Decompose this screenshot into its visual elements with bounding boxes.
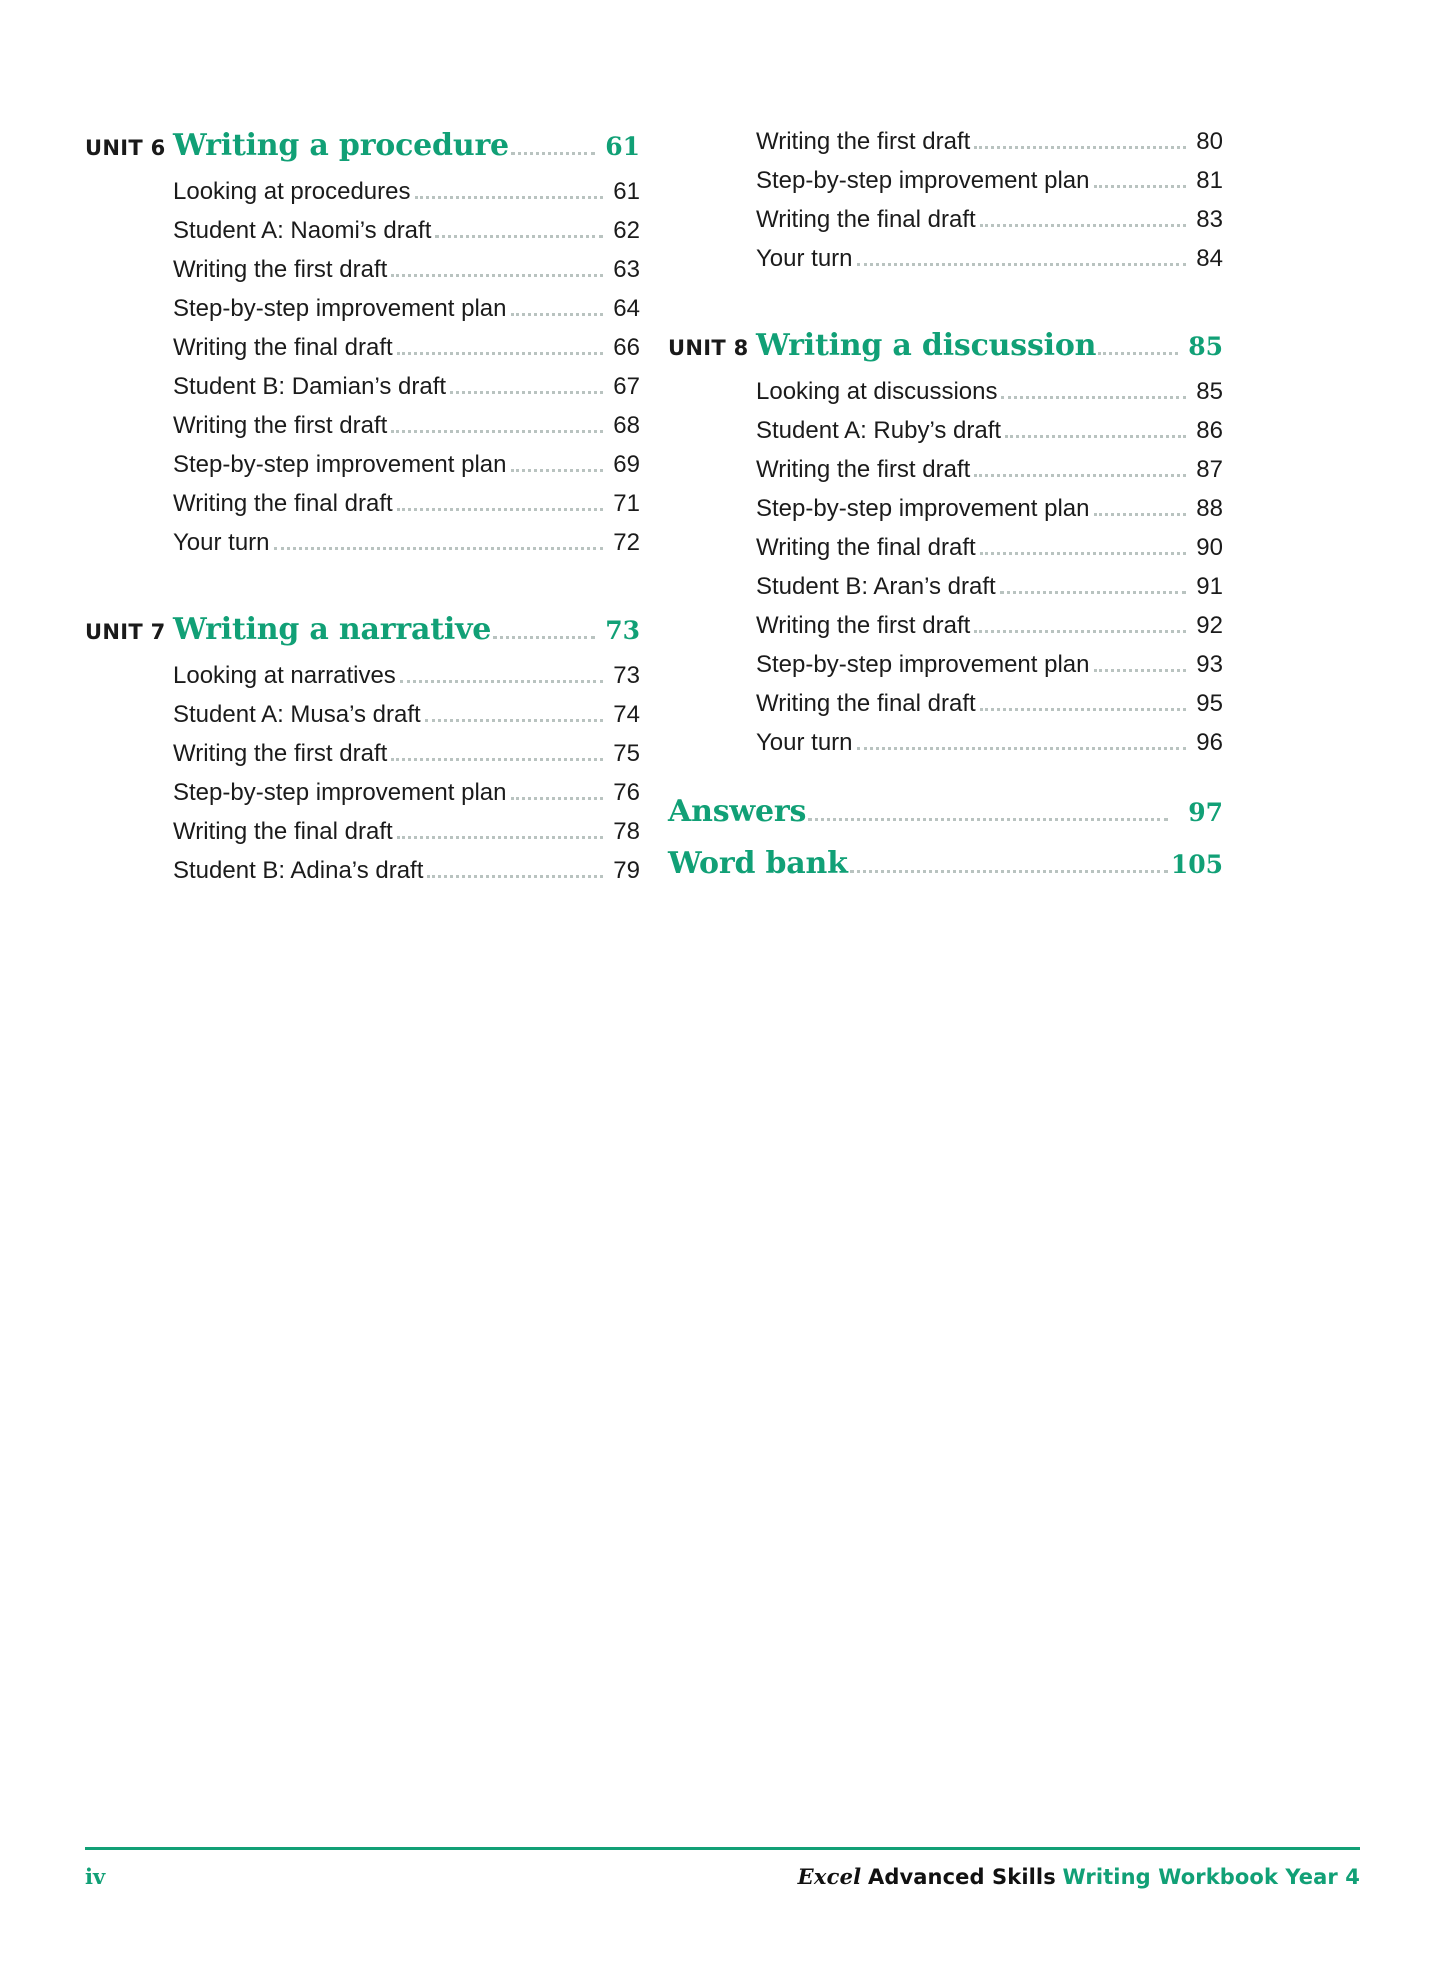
toc-entry-label: Step-by-step improvement plan — [756, 167, 1090, 194]
toc-entry-page: 90 — [1196, 534, 1223, 561]
toc-entry-page: 86 — [1196, 417, 1223, 444]
unit-tag: UNIT 7 — [85, 620, 166, 644]
toc-entry[interactable] — [85, 256, 640, 295]
back-matter-row-answers[interactable] — [668, 794, 1223, 846]
folio-number: iv — [85, 1864, 106, 1889]
toc-entry[interactable] — [668, 206, 1223, 245]
leader-dots — [1094, 512, 1187, 516]
unit-spacer — [85, 568, 640, 612]
toc-entry-label: Student A: Naomi’s draft — [173, 217, 432, 244]
toc-entry-page: 87 — [1196, 456, 1223, 483]
toc-entry[interactable] — [668, 245, 1223, 284]
toc-entry[interactable] — [85, 295, 640, 334]
leader-dots — [808, 817, 1168, 821]
unit-tag: UNIT 8 — [668, 336, 749, 360]
toc-entry-label: Looking at narratives — [173, 662, 396, 689]
brand-series-title: Writing Workbook Year 4 — [1062, 1865, 1360, 1889]
toc-entry-page: 76 — [613, 779, 640, 806]
toc-entry-page: 79 — [613, 857, 640, 884]
toc-entry-page: 92 — [1196, 612, 1223, 639]
unit-page-number: 61 — [605, 132, 640, 161]
back-matter-title: Word bank — [668, 846, 848, 881]
leader-dots — [1001, 395, 1186, 399]
toc-entry-page: 72 — [613, 529, 640, 556]
toc-entry-page: 66 — [613, 334, 640, 361]
leader-dots — [980, 551, 1186, 555]
leader-dots — [427, 874, 603, 878]
toc-entry-label: Writing the first draft — [756, 612, 971, 639]
toc-entry[interactable] — [668, 534, 1223, 573]
leader-dots — [974, 629, 1186, 633]
toc-entry[interactable] — [668, 378, 1223, 417]
toc-entry[interactable] — [85, 662, 640, 701]
leader-dots — [400, 679, 603, 683]
unit-page-number: 85 — [1188, 332, 1223, 361]
toc-entry-page: 62 — [613, 217, 640, 244]
toc-entry[interactable] — [85, 701, 640, 740]
toc-entry-label: Writing the first draft — [173, 412, 388, 439]
toc-column-right — [668, 128, 1223, 898]
toc-entry-page: 93 — [1196, 651, 1223, 678]
leader-dots — [511, 796, 604, 800]
toc-entry-label: Writing the first draft — [756, 128, 971, 155]
toc-entry-label: Your turn — [756, 245, 853, 272]
footer-brand — [798, 1864, 1360, 1889]
toc-entry-label: Writing the first draft — [756, 456, 971, 483]
leader-dots — [857, 746, 1186, 750]
toc-entry-label: Writing the final draft — [756, 534, 976, 561]
leader-dots — [397, 351, 603, 355]
leader-dots — [850, 869, 1168, 873]
unit-title: Writing a narrative — [173, 612, 492, 647]
leader-dots — [980, 707, 1186, 711]
leader-dots — [980, 223, 1186, 227]
leader-dots — [274, 546, 603, 550]
leader-dots — [1094, 668, 1187, 672]
leader-dots — [397, 835, 603, 839]
toc-entry-page: 67 — [613, 373, 640, 400]
toc-entry-page: 69 — [613, 451, 640, 478]
unit-title: Writing a procedure — [173, 128, 509, 163]
leader-dots — [493, 635, 595, 639]
toc-entry[interactable] — [668, 690, 1223, 729]
back-matter-page: 105 — [1170, 850, 1223, 879]
toc-column-left — [85, 128, 640, 898]
toc-entry-label: Step-by-step improvement plan — [756, 651, 1090, 678]
back-matter-title: Answers — [668, 794, 807, 829]
unit-heading-row[interactable] — [668, 328, 1223, 374]
back-matter-spacer — [668, 768, 1223, 794]
toc-entry-label: Writing the first draft — [173, 740, 388, 767]
toc-entry[interactable] — [668, 495, 1223, 534]
leader-dots — [857, 262, 1186, 266]
table-of-contents — [0, 128, 1445, 898]
leader-dots — [397, 507, 603, 511]
toc-entry-label: Looking at procedures — [173, 178, 411, 205]
toc-entry[interactable] — [85, 373, 640, 412]
leader-dots — [974, 473, 1186, 477]
toc-entry-label: Your turn — [756, 729, 853, 756]
toc-entry-page: 64 — [613, 295, 640, 322]
toc-entry-page: 91 — [1196, 573, 1223, 600]
leader-dots — [450, 390, 603, 394]
toc-entry[interactable] — [85, 740, 640, 779]
toc-entry-page: 61 — [613, 178, 640, 205]
leader-dots — [391, 757, 603, 761]
toc-entry-page: 85 — [1196, 378, 1223, 405]
toc-entry-page: 73 — [613, 662, 640, 689]
toc-entry[interactable] — [85, 451, 640, 490]
unit-heading-main — [173, 612, 640, 647]
toc-entry[interactable] — [668, 651, 1223, 690]
toc-entry-page: 81 — [1196, 167, 1223, 194]
toc-entry[interactable] — [85, 779, 640, 818]
toc-entry-label: Student B: Adina’s draft — [173, 857, 424, 884]
unit-heading-main — [756, 328, 1223, 363]
toc-entry[interactable] — [85, 412, 640, 451]
unit-heading-row[interactable] — [85, 128, 640, 174]
toc-entry-page: 80 — [1196, 128, 1223, 155]
leader-dots — [1005, 434, 1186, 438]
toc-entry[interactable] — [668, 729, 1223, 768]
leader-dots — [1000, 590, 1186, 594]
toc-entry-page: 63 — [613, 256, 640, 283]
unit-page-number: 73 — [605, 616, 640, 645]
toc-entry-page: 68 — [613, 412, 640, 439]
leader-dots — [511, 468, 604, 472]
toc-entry-label: Step-by-step improvement plan — [173, 779, 507, 806]
leader-dots — [435, 234, 603, 238]
brand-advanced-skills: Advanced Skills — [868, 1865, 1056, 1889]
toc-entry[interactable] — [85, 217, 640, 256]
toc-entry-label: Step-by-step improvement plan — [756, 495, 1090, 522]
toc-entry[interactable] — [668, 612, 1223, 651]
toc-entry-page: 74 — [613, 701, 640, 728]
leader-dots — [391, 273, 603, 277]
toc-entry[interactable] — [668, 573, 1223, 612]
toc-entry-page: 71 — [613, 490, 640, 517]
toc-entry-label: Writing the final draft — [756, 690, 976, 717]
leader-dots — [511, 151, 595, 155]
unit-heading-main — [173, 128, 640, 163]
toc-entry-page: 96 — [1196, 729, 1223, 756]
toc-entry-label: Step-by-step improvement plan — [173, 295, 507, 322]
toc-entry-page: 78 — [613, 818, 640, 845]
toc-entry-label: Writing the first draft — [173, 256, 388, 283]
toc-entry-label: Writing the final draft — [173, 334, 393, 361]
leader-dots — [1094, 184, 1187, 188]
leader-dots — [415, 195, 604, 199]
toc-entry[interactable] — [85, 490, 640, 529]
toc-entry-label: Looking at discussions — [756, 378, 998, 405]
toc-entry[interactable] — [85, 857, 640, 896]
leader-dots — [1098, 351, 1178, 355]
back-matter-page: 97 — [1188, 798, 1223, 827]
toc-entry-page: 95 — [1196, 690, 1223, 717]
leader-dots — [511, 312, 604, 316]
toc-entry-label: Writing the final draft — [173, 818, 393, 845]
footer-body — [85, 1850, 1360, 1889]
toc-entry-label: Writing the final draft — [173, 490, 393, 517]
leader-dots — [391, 429, 603, 433]
toc-entry-label: Writing the final draft — [756, 206, 976, 233]
toc-entry-label: Step-by-step improvement plan — [173, 451, 507, 478]
toc-entry-label: Student A: Musa’s draft — [173, 701, 421, 728]
toc-entry-page: 88 — [1196, 495, 1223, 522]
toc-entry[interactable] — [668, 167, 1223, 206]
toc-entry[interactable] — [85, 334, 640, 373]
toc-entry[interactable] — [668, 417, 1223, 456]
toc-entry[interactable] — [85, 178, 640, 217]
leader-dots — [425, 718, 603, 722]
page-footer — [85, 1847, 1360, 1907]
toc-entry[interactable] — [85, 529, 640, 568]
toc-entry-page: 75 — [613, 740, 640, 767]
back-matter-row-word-bank[interactable] — [668, 846, 1223, 898]
toc-entry[interactable] — [668, 456, 1223, 495]
toc-entry-label: Student B: Aran’s draft — [756, 573, 996, 600]
unit-title: Writing a discussion — [756, 328, 1097, 363]
unit-heading-row[interactable] — [85, 612, 640, 658]
brand-excel: Excel — [797, 1864, 862, 1889]
toc-entry[interactable] — [85, 818, 640, 857]
unit-tag: UNIT 6 — [85, 136, 166, 160]
unit-spacer — [668, 284, 1223, 328]
toc-entry-label: Student A: Ruby’s draft — [756, 417, 1002, 444]
toc-entry-page: 83 — [1196, 206, 1223, 233]
toc-entry-label: Student B: Damian’s draft — [173, 373, 447, 400]
toc-entry-label: Your turn — [173, 529, 270, 556]
toc-entry[interactable] — [668, 128, 1223, 167]
toc-entry-page: 84 — [1196, 245, 1223, 272]
leader-dots — [974, 145, 1186, 149]
